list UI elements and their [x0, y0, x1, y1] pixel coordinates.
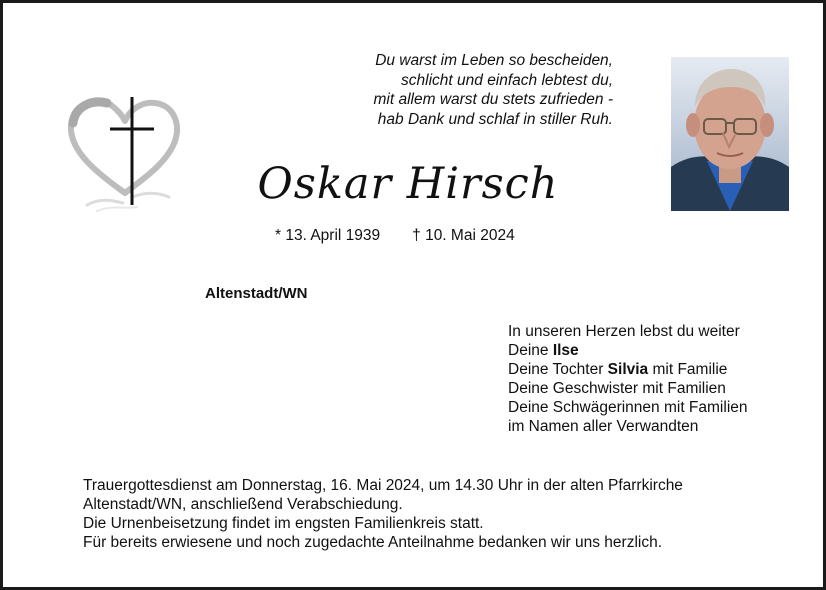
- mourner-line: Deine Geschwister mit Familien: [508, 380, 726, 397]
- notice-line: Für bereits erwiesene und noch zugedachte Anteilnahme bedanken wir uns herzlich.: [83, 534, 663, 551]
- poem-line: mit allem warst du stets zufrieden -: [373, 91, 613, 108]
- mourner-line: Deine Ilse: [508, 342, 579, 359]
- mourner-line: Deine Tochter Silvia mit Familie: [508, 361, 728, 378]
- poem-line: hab Dank und schlaf in stiller Ruh.: [377, 110, 613, 128]
- notice-line: Die Urnenbeisetzung findet im engsten Familienkreis statt.: [83, 515, 484, 532]
- poem-line: schlicht und einfach lebtest du,: [401, 71, 613, 89]
- funeral-notice: [83, 476, 683, 552]
- poem-line: Du warst im Leben so bescheiden,: [375, 52, 613, 69]
- heart-with-cross-icon: [67, 93, 183, 215]
- birth-date: * 13. April 1939: [275, 227, 381, 244]
- place-of-residence: Altenstadt/WN: [205, 285, 308, 302]
- mourners-list: [508, 322, 748, 436]
- deceased-name: Oskar Hirsch: [257, 159, 559, 209]
- mourner-line: im Namen aller Verwandten: [508, 418, 699, 435]
- mourner-name: Ilse: [552, 342, 579, 359]
- mourner-name: Silvia: [607, 361, 649, 378]
- life-dates: [275, 227, 515, 245]
- death-date: † 10. Mai 2024: [412, 227, 515, 244]
- portrait-photo: [671, 57, 789, 211]
- poem-verse: [333, 51, 613, 129]
- mourner-line: In unseren Herzen lebst du weiter: [508, 323, 740, 340]
- mourner-line: Deine Schwägerinnen mit Familien: [508, 399, 748, 416]
- notice-line: Altenstadt/WN, anschließend Verabschiedung.: [83, 496, 403, 513]
- notice-line: Trauergottesdienst am Donnerstag, 16. Mai 2024, um 14.30 Uhr in der alten Pfarrkirche: [83, 477, 683, 494]
